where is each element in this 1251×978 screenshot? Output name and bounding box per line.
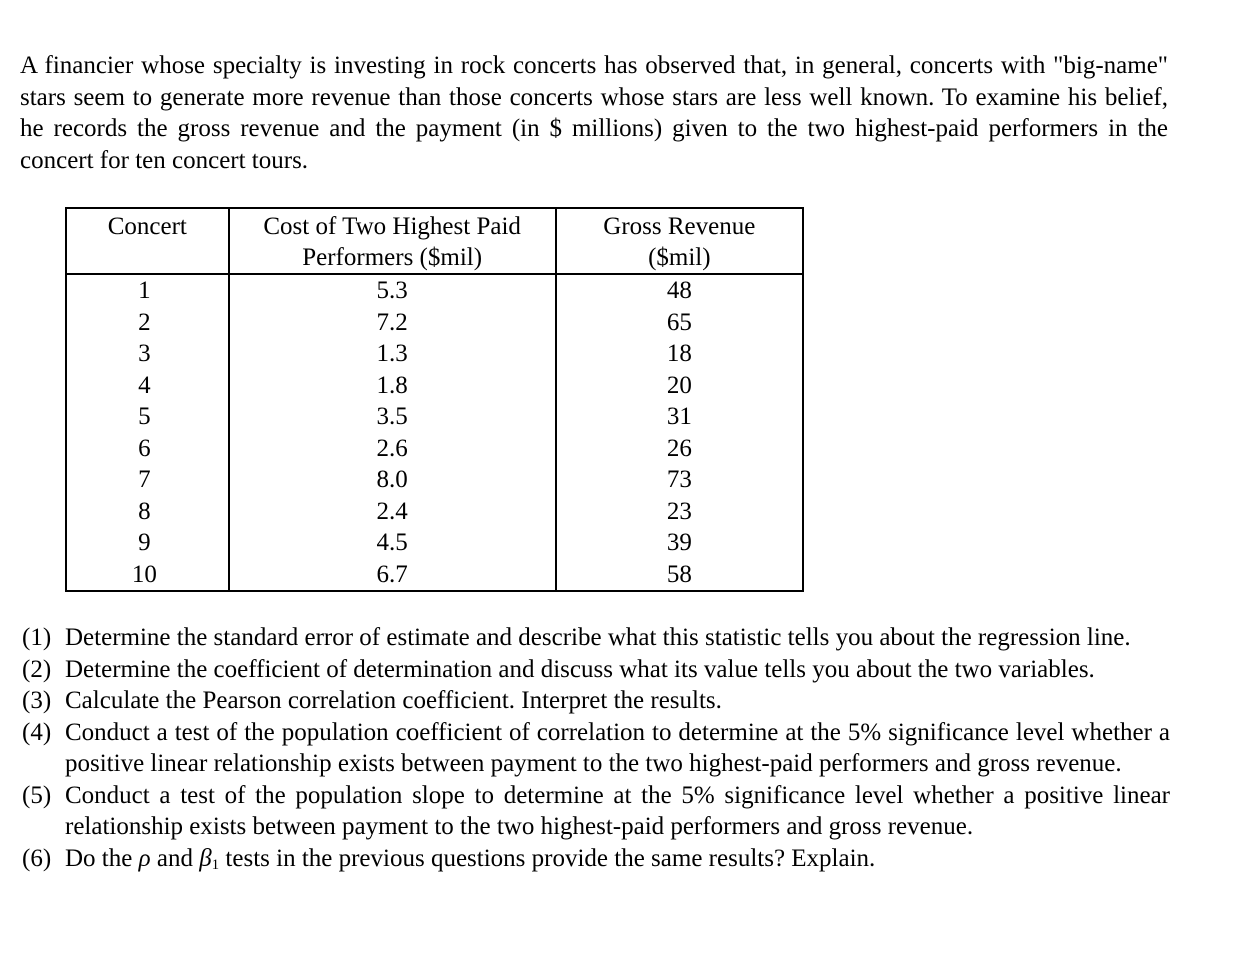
beta-subscript: 1 (211, 856, 220, 873)
problem-intro: A financier whose specialty is investing in rock concerts has observed that, in general, concerts with "big-name" stars seem to generate more revenue than those concerts whose stars are less well known. To examine his belief, he records the gross revenue and the payment (in $ millions) given to the two highest-paid performers in the concert for ten concert tours. (20, 52, 1168, 174)
cell-concert: 4 (66, 370, 229, 402)
question-item (22, 685, 1170, 717)
cell-revenue: 48 (556, 274, 803, 307)
cell-revenue: 58 (556, 559, 803, 592)
cell-cost: 8.0 (229, 464, 556, 496)
question-number: (6) (22, 844, 52, 872)
table-header-row (66, 208, 803, 274)
cell-concert: 7 (66, 464, 229, 496)
cell-revenue: 31 (556, 401, 803, 433)
cell-cost: 4.5 (229, 527, 556, 559)
question-text: Determine the standard error of estimate and describe what this statistic tells you about the regression line. (65, 624, 1131, 651)
question-item (22, 843, 1170, 882)
table-row (66, 527, 803, 559)
cell-concert: 3 (66, 338, 229, 370)
question-text: Conduct a test of the population slope to determine at the 5% significance level whether a positive linear relationship exists between payment to the two highest-paid performers and gross revenue. (65, 781, 1170, 840)
cell-revenue: 23 (556, 496, 803, 528)
cell-cost: 1.8 (229, 370, 556, 402)
table-row (66, 496, 803, 528)
table-row (66, 433, 803, 465)
question-number: (1) (22, 624, 52, 651)
cell-concert: 10 (66, 559, 229, 592)
header-cost-line2: Performers ($mil) (302, 244, 483, 271)
question-item (22, 654, 1170, 686)
question-item (22, 780, 1170, 843)
question-text: Determine the coefficient of determination and discuss what its value tells you about the two variables. (65, 655, 1095, 683)
cell-concert: 5 (66, 401, 229, 433)
header-cost-line1: Cost of Two Highest Paid (263, 213, 521, 240)
cell-concert: 9 (66, 527, 229, 559)
header-revenue (556, 208, 803, 274)
cell-revenue: 18 (556, 338, 803, 370)
question-number: (3) (22, 687, 52, 714)
cell-cost: 1.3 (229, 338, 556, 370)
header-revenue-line2: ($mil) (648, 244, 711, 271)
rho-symbol: ρ (138, 844, 151, 872)
cell-cost: 2.4 (229, 496, 556, 528)
cell-concert: 2 (66, 307, 229, 339)
beta-symbol: β (199, 844, 212, 872)
header-concert: Concert (66, 208, 229, 274)
concert-data-table (65, 207, 804, 592)
cell-revenue: 20 (556, 370, 803, 402)
question-item (22, 622, 1170, 654)
question-number: (5) (22, 781, 52, 809)
question-text: Conduct a test of the population coefficient of correlation to determine at the 5% significance level whether a positive linear relationship exists between payment to the two highest-paid performers and gross revenue. (65, 718, 1170, 777)
cell-cost: 2.6 (229, 433, 556, 465)
cell-cost: 6.7 (229, 559, 556, 592)
cell-revenue: 26 (556, 433, 803, 465)
table-row (66, 274, 803, 307)
cell-cost: 3.5 (229, 401, 556, 433)
question6-text-part3: tests in the previous questions provide the same results? Explain. (219, 844, 876, 872)
question6-text-part1: Do the (65, 844, 139, 872)
cell-concert: 6 (66, 433, 229, 465)
table-row (66, 401, 803, 433)
question-text: Calculate the Pearson correlation coefficient. Interpret the results. (65, 687, 722, 714)
table-row (66, 338, 803, 370)
cell-cost: 5.3 (229, 274, 556, 307)
question-item (22, 717, 1170, 780)
question-number: (4) (22, 718, 52, 746)
table-row (66, 559, 803, 592)
header-revenue-line1: Gross Revenue (603, 213, 756, 240)
header-cost (229, 208, 556, 274)
question-list (22, 622, 1170, 881)
cell-concert: 8 (66, 496, 229, 528)
question6-text-part2: and (150, 844, 200, 872)
table-row (66, 307, 803, 339)
cell-cost: 7.2 (229, 307, 556, 339)
table-row (66, 370, 803, 402)
question-number: (2) (22, 655, 52, 683)
cell-revenue: 39 (556, 527, 803, 559)
cell-revenue: 65 (556, 307, 803, 339)
cell-concert: 1 (66, 274, 229, 307)
table-row (66, 464, 803, 496)
cell-revenue: 73 (556, 464, 803, 496)
